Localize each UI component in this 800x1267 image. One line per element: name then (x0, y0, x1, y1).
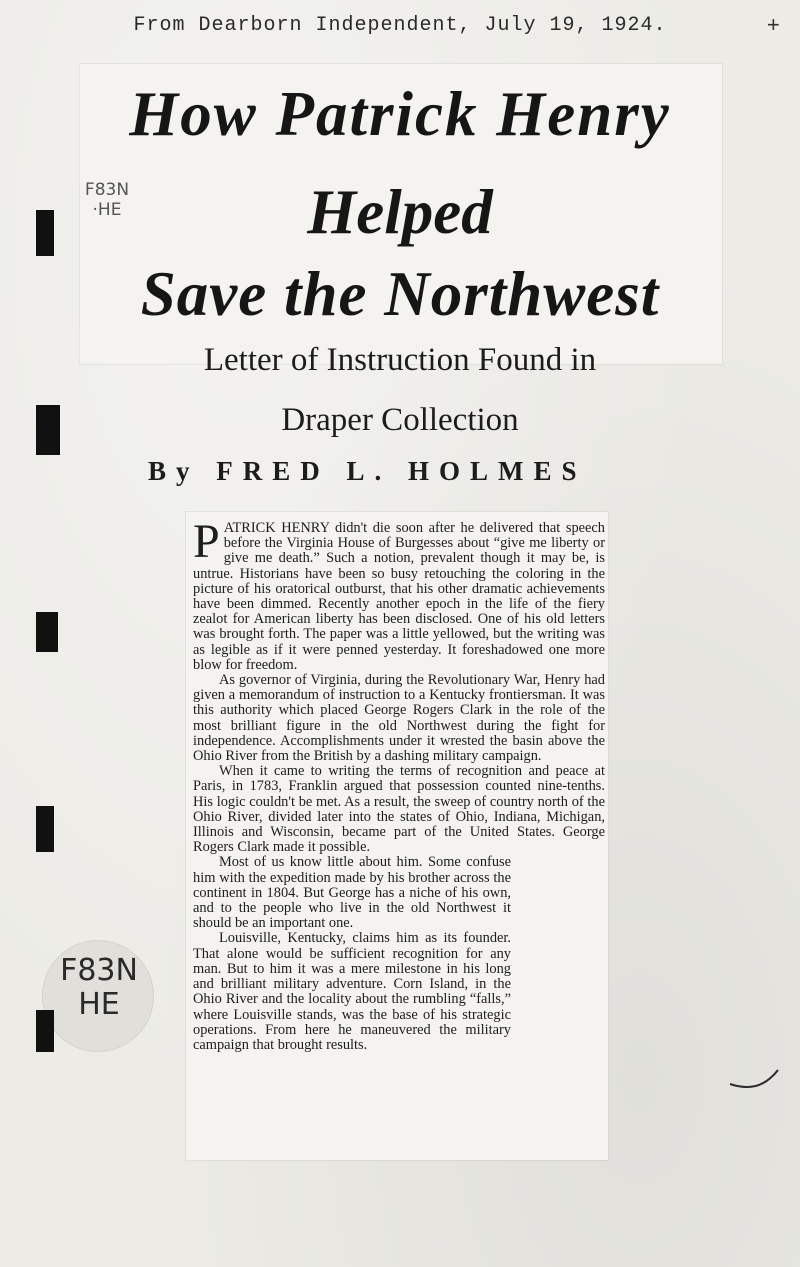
paragraph-4: Most of us know little about him. Some confuse him with the expedition made by his brother across the continent in 1804. But George has a niche of his own, and to the people who live in the old Northwest it should be an important one. (193, 854, 511, 932)
catalog-mark-top-line-2: ·HE (92, 200, 122, 220)
title-line-3: Save the Northwest (140, 259, 660, 329)
binding-tab (36, 405, 60, 455)
paragraph-3: When it came to writing the terms of recognition and peace at Paris, in 1783, Franklin argued that possession counted nine-tenths. His logic couldn't be met. As a result, the sweep of country north of the Ohio River, divided later into the states of Ohio, Indiana, Michigan, Illinois and Wisconsin, became part of the United States. George Rogers Clark made it possible. (193, 763, 605, 856)
binding-tab (36, 210, 54, 256)
paragraph-5: Louisville, Kentucky, claims him as its founder. That alone would be sufficient recognition for any man. But to him it was a mere milestone in his long and brilliant military adventure. Corn Island, in the Ohio River and the locality about the rumbling “falls,” where Louisville stands, was the base of his strategic operations. From here he maneuvered the military campaign that brought results. (193, 930, 511, 1053)
corner-mark: + (766, 14, 780, 39)
binding-tab (36, 806, 54, 852)
subtitle-line-2: Draper Collection (281, 402, 519, 438)
paragraph-1 (193, 515, 605, 673)
title-line-2: Helped (307, 177, 493, 247)
byline: By FRED L. HOLMES (148, 456, 587, 486)
catalog-stamp-line-2: HE (78, 987, 120, 1022)
subtitle-line-1: Letter of Instruction Found in (203, 342, 597, 378)
drop-cap: P (193, 515, 220, 568)
catalog-stamp-line-1: F83N (60, 953, 138, 988)
paragraph-2: As governor of Virginia, during the Revolutionary War, Henry had given a memorandum of instruction to a Kentucky frontiersman. It was this authority which placed George Rogers Clark in the role of the most brilliant figure in the old Northwest during the fight for independence. Accomplishments under it wrested the basin above the Ohio River from the British by a dashing military campaign. (193, 672, 605, 765)
pencil-scratch-mark (720, 1050, 790, 1100)
binding-tab (36, 1010, 54, 1052)
source-line: From Dearborn Independent, July 19, 1924. (133, 14, 667, 37)
binding-tab (36, 612, 58, 652)
catalog-mark-top-line-1: F83N (84, 180, 130, 200)
catalog-stamp-label (54, 954, 144, 1022)
paragraph-1-text: ATRICK HENRY didn't die soon after he delivered that speech before the Virginia House of Burgesses about “give me liberty or give me death.” Such a notion, prevalent though it may be, is untrue. Historians have been so busy retouching the coloring in the picture of his oratorical outburst, that his other dramatic achievements have been dimmed. Recently another epoch in the life of the fiery zealot for American liberty has been disclosed. One of his old letters was brought forth. The paper was a little yellowed, but the writing was as legible as if it were penned yesterday. It foreshadowed one more blow for freedom. (193, 520, 605, 673)
article-body (193, 515, 605, 1053)
catalog-mark-top (72, 180, 142, 220)
title-line-1: How Patrick Henry (129, 79, 671, 149)
